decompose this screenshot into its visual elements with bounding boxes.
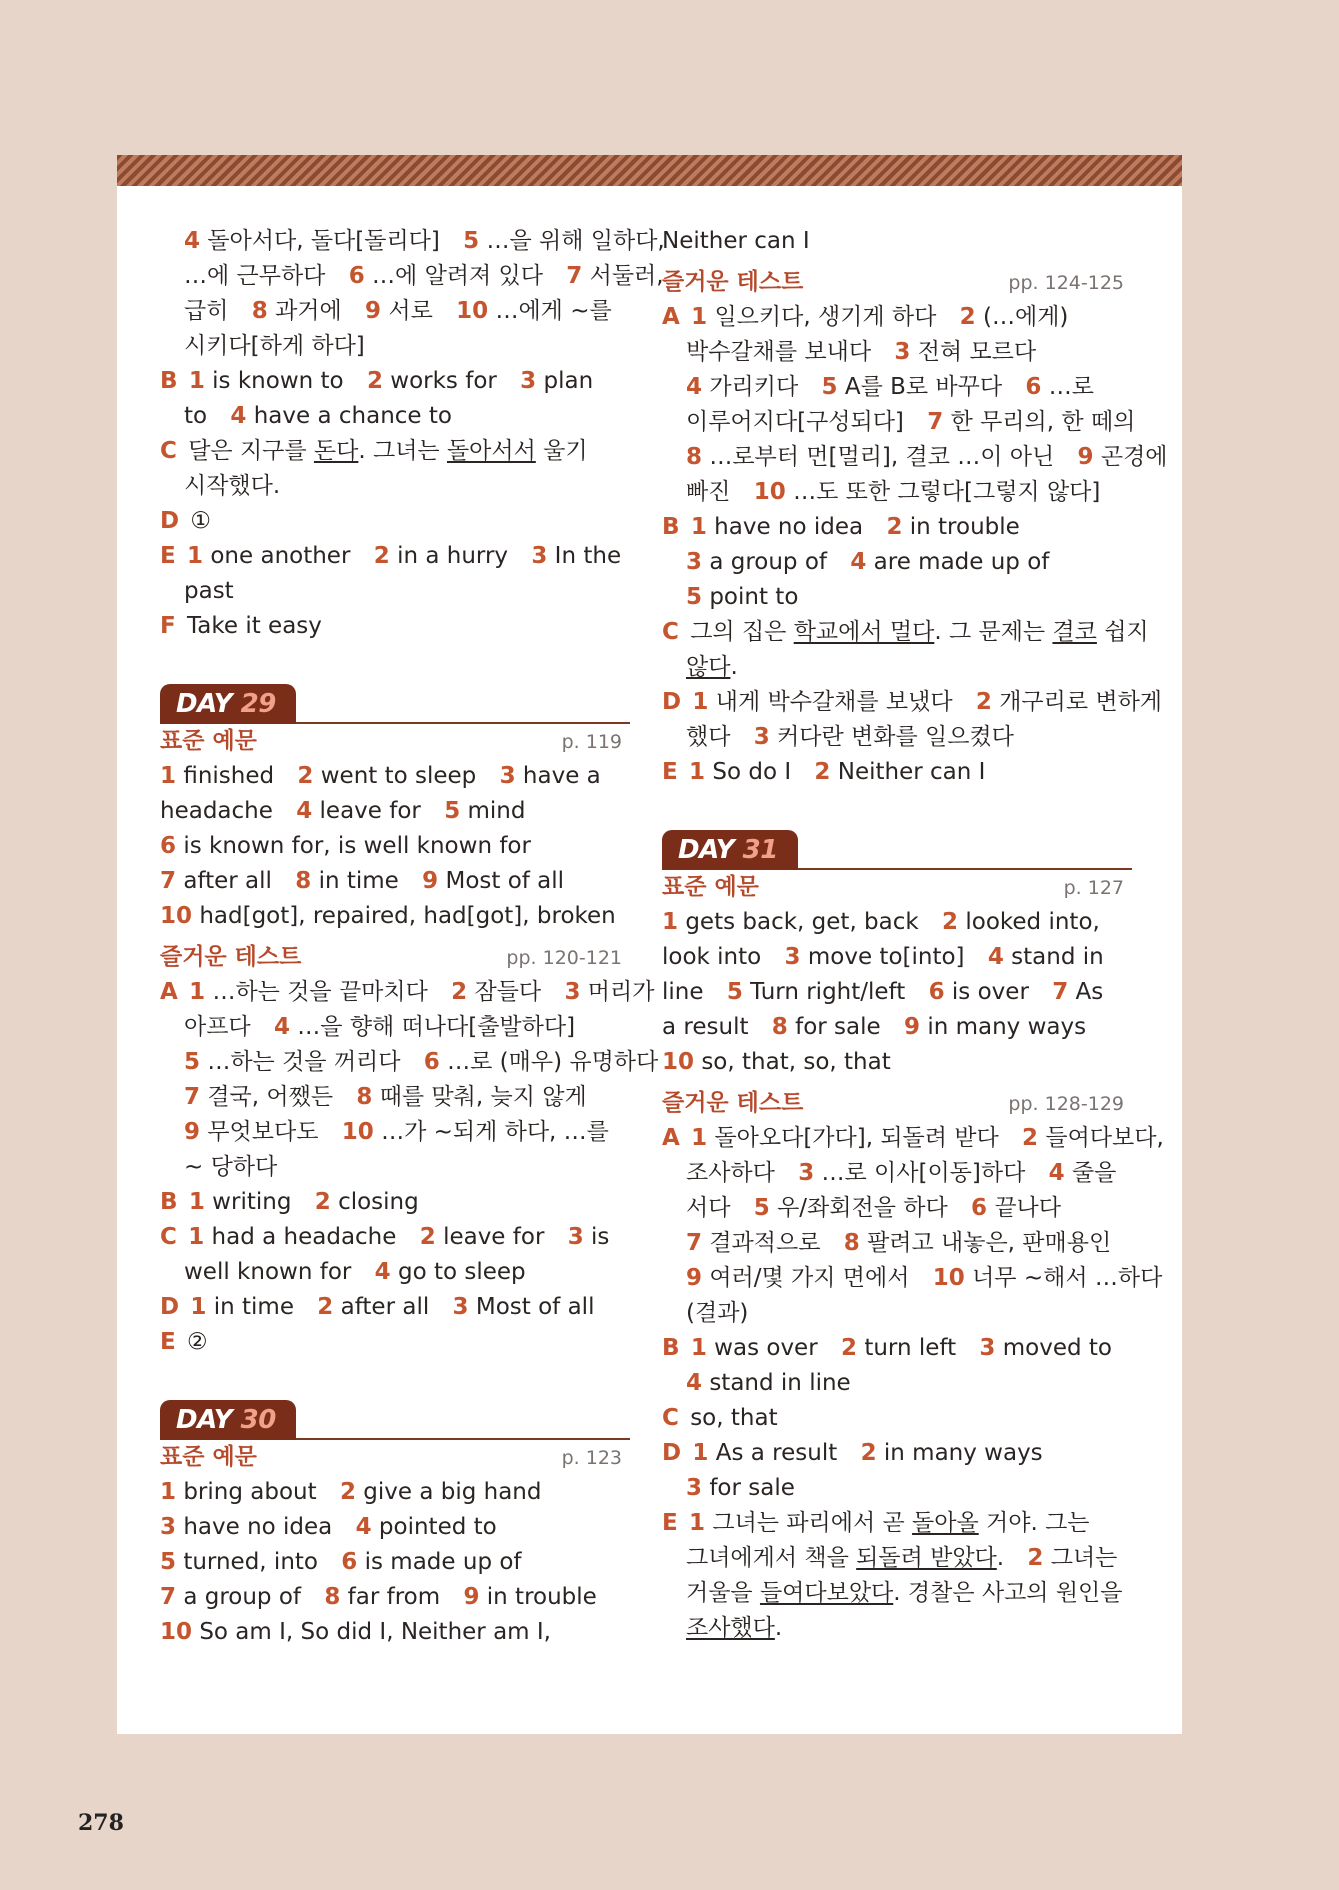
list-item: 이루어지다[구성되다] 7 한 무리의, 한 떼의 xyxy=(686,409,1136,435)
right-column xyxy=(662,224,1168,1646)
answer-c: C 1 had a headache 2 leave for 3 is xyxy=(160,1224,610,1250)
day-30-header xyxy=(160,1394,630,1440)
page-number: 278 xyxy=(78,1810,124,1836)
list-item: 10 so, that, so, that xyxy=(662,1049,891,1075)
list-item: (결과) xyxy=(686,1300,749,1326)
list-item: 7 after all 8 in time 9 Most of all xyxy=(160,868,565,894)
list-item: 시작했다. xyxy=(184,473,281,499)
list-item: 9 무엇보다도 10 …가 ~되게 하다, …를 xyxy=(184,1119,609,1145)
list-item: 않다. xyxy=(686,654,738,680)
list-item: 9 여러/몇 가지 면에서 10 너무 ~해서 …하다 xyxy=(686,1265,1163,1291)
section-title: 표준 예문 xyxy=(160,1444,257,1470)
list-item: 1 gets back, get, back 2 looked into, xyxy=(662,909,1100,935)
section-page: p. 127 xyxy=(1063,877,1124,899)
list-item: headache 4 leave for 5 mind xyxy=(160,798,526,824)
list-item: line 5 Turn right/left 6 is over 7 As xyxy=(662,979,1104,1005)
section-page: p. 123 xyxy=(561,1447,622,1469)
list-item: 5 …하는 것을 꺼리다 6 …로 (매우) 유명하다 xyxy=(184,1049,659,1075)
list-item: 4 가리키다 5 A를 B로 바꾸다 6 …로 xyxy=(686,374,1094,400)
list-item: 박수갈채를 보내다 3 전혀 모르다 xyxy=(686,339,1037,365)
section-page: pp. 120-121 xyxy=(506,947,622,969)
list-item: look into 3 move to[into] 4 stand in xyxy=(662,944,1104,970)
list-item: 10 So am I, So did I, Neither am I, xyxy=(160,1619,551,1645)
answer-a: A 1 일으키다, 생기게 하다 2 (…에게) xyxy=(662,304,1069,330)
answer-e: E 1 So do I 2 Neither can I xyxy=(662,759,986,785)
section-header xyxy=(160,1440,630,1475)
day-31-header xyxy=(662,824,1132,870)
day-29-header xyxy=(160,678,630,724)
list-item: 3 have no idea 4 pointed to xyxy=(160,1514,497,1540)
list-item: 8 …로부터 먼[멀리], 결코 …이 아닌 9 곤경에 xyxy=(686,444,1168,470)
list-item: 7 a group of 8 far from 9 in trouble xyxy=(160,1584,597,1610)
answer-c: C so, that xyxy=(662,1405,778,1431)
list-item: 거울을 들여다보았다. 경찰은 사고의 원인을 xyxy=(686,1580,1123,1606)
section-header xyxy=(662,265,1132,300)
section-header xyxy=(160,940,630,975)
list-item: 조사하다 3 …로 이사[이동]하다 4 줄을 xyxy=(686,1160,1117,1186)
list-item: 1 bring about 2 give a big hand xyxy=(160,1479,542,1505)
answer-a: A 1 …하는 것을 끝마치다 2 잠들다 3 머리가 xyxy=(160,979,655,1005)
list-item: 조사했다. xyxy=(686,1615,783,1641)
list-item: a result 8 for sale 9 in many ways xyxy=(662,1014,1087,1040)
answer-c: C 그의 집은 학교에서 멀다. 그 문제는 결코 쉽지 xyxy=(662,619,1149,645)
answer-d: D ① xyxy=(160,508,212,534)
list-item: 서다 5 우/좌회전을 하다 6 끝나다 xyxy=(686,1195,1061,1221)
section-page: pp. 128-129 xyxy=(1008,1093,1124,1115)
list-item: 3 a group of 4 are made up of xyxy=(686,549,1050,575)
section-header xyxy=(662,870,1132,905)
day-badge: DAY 31 xyxy=(662,830,798,870)
list-item: 4 stand in line xyxy=(686,1370,851,1396)
list-item: 아프다 4 …을 향해 떠나다[출발하다] xyxy=(184,1014,576,1040)
answer-e: E 1 one another 2 in a hurry 3 In the xyxy=(160,543,622,569)
list-item: 3 for sale xyxy=(686,1475,795,1501)
list-item: 7 결과적으로 8 팔려고 내놓은, 판매용인 xyxy=(686,1230,1112,1256)
list-item: 그녀에게서 책을 되돌려 받았다. 2 그녀는 xyxy=(686,1545,1118,1571)
list-item: 했다 3 커다란 변화를 일으켰다 xyxy=(686,724,1014,750)
section-title: 표준 예문 xyxy=(160,728,257,754)
section-page: pp. 124-125 xyxy=(1008,272,1124,294)
top-hatched-band xyxy=(117,155,1182,186)
answer-a: A 1 돌아오다[가다], 되돌려 받다 2 들여다보다, xyxy=(662,1125,1164,1151)
section-header xyxy=(662,1086,1132,1121)
section-page: p. 119 xyxy=(561,731,622,753)
answer-b: B 1 is known to 2 works for 3 plan xyxy=(160,368,594,394)
list-item: 시키다[하게 하다] xyxy=(184,333,365,359)
left-column xyxy=(160,224,665,1650)
section-title: 즐거운 테스트 xyxy=(662,269,804,295)
answer-b: B 1 writing 2 closing xyxy=(160,1189,419,1215)
answer-e: E ② xyxy=(160,1329,208,1355)
answer-c: C 달은 지구를 돈다. 그녀는 돌아서서 울기 xyxy=(160,438,588,464)
answer-b: B 1 was over 2 turn left 3 moved to xyxy=(662,1335,1112,1361)
list-item: 빠진 10 …도 또한 그렇다[그렇지 않다] xyxy=(686,479,1101,505)
list-item: 5 turned, into 6 is made up of xyxy=(160,1549,522,1575)
answer-f: F Take it easy xyxy=(160,613,322,639)
list-item: past xyxy=(184,578,234,604)
list-item: well known for 4 go to sleep xyxy=(184,1259,526,1285)
list-item: 4 돌아서다, 돌다[돌리다] 5 …을 위해 일하다, xyxy=(184,228,665,254)
list-item: 6 is known for, is well known for xyxy=(160,833,531,859)
list-item: 급히 8 과거에 9 서로 10 …에게 ~를 xyxy=(184,298,612,324)
list-item: 10 had[got], repaired, had[got], broken xyxy=(160,903,616,929)
list-item: 1 finished 2 went to sleep 3 have a xyxy=(160,763,601,789)
section-title: 즐거운 테스트 xyxy=(160,944,302,970)
section-header xyxy=(160,724,630,759)
answer-e: E 1 그녀는 파리에서 곧 돌아올 거야. 그는 xyxy=(662,1510,1090,1536)
list-item: 7 결국, 어쨌든 8 때를 맞춰, 늦지 않게 xyxy=(184,1084,587,1110)
answer-b: B 1 have no idea 2 in trouble xyxy=(662,514,1020,540)
day-badge: DAY 29 xyxy=(160,684,296,724)
section-title: 즐거운 테스트 xyxy=(662,1090,804,1116)
list-item: ~ 당하다 xyxy=(184,1154,278,1180)
list-item: Neither can I xyxy=(662,228,810,254)
section-title: 표준 예문 xyxy=(662,874,759,900)
answer-d: D 1 in time 2 after all 3 Most of all xyxy=(160,1294,595,1320)
list-item: 5 point to xyxy=(686,584,799,610)
list-item: to 4 have a chance to xyxy=(184,403,452,429)
day-badge: DAY 30 xyxy=(160,1400,296,1440)
list-item: …에 근무하다 6 …에 알려져 있다 7 서둘러, xyxy=(184,263,664,289)
answer-d: D 1 내게 박수갈채를 보냈다 2 개구리로 변하게 xyxy=(662,689,1163,715)
answer-d: D 1 As a result 2 in many ways xyxy=(662,1440,1043,1466)
